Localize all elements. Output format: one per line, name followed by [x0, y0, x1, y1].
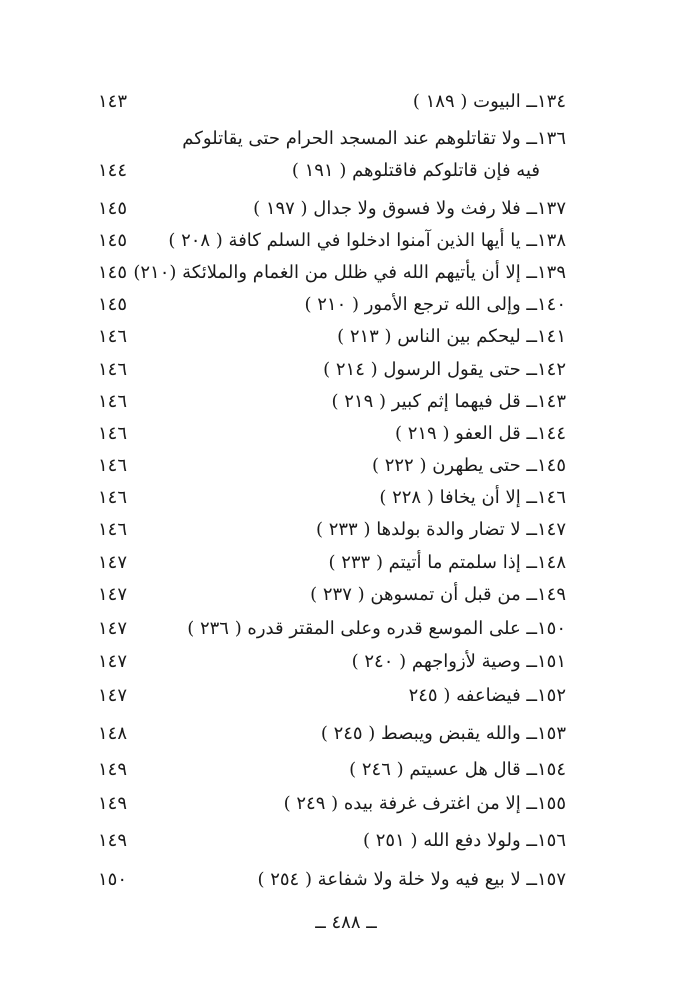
index-row [0, 548, 692, 578]
entry-page-number: ١٤٩ [98, 830, 128, 851]
entry-text: ١٣٨ــ يا أيها الذين آمنوا ادخلوا في السلم كافة ( ٢٠٨ ) [168, 230, 566, 251]
entry-text: ١٤٢ــ حتى يقول الرسول ( ٢١٤ ) [323, 359, 566, 380]
entry-text: ١٥٦ــ ولولا دفع الله ( ٢٥١ ) [363, 830, 566, 851]
index-row [0, 290, 692, 320]
entry-text: ١٤٧ــ لا تضار والدة بولدها ( ٢٣٣ ) [315, 519, 566, 540]
index-row [0, 226, 692, 256]
index-row [0, 515, 692, 545]
index-row [0, 451, 692, 481]
index-row [0, 124, 692, 154]
entry-text: ١٤٥ــ حتى يطهرن ( ٢٢٢ ) [371, 455, 566, 476]
entry-page-number: ١٤٥ [98, 198, 128, 219]
entry-text: ١٤٩ــ من قبل أن تمسوهن ( ٢٣٧ ) [310, 584, 566, 605]
entry-page-number: ١٥٠ [98, 869, 128, 890]
index-row [0, 258, 692, 288]
entry-page-number: ١٤٤ [98, 160, 128, 181]
entry-text: ١٣٩ــ إلا أن يأتيهم الله في ظلل من الغمام والملائكة (٢١٠) [133, 262, 566, 283]
index-row [0, 580, 692, 610]
index-row [0, 865, 692, 895]
entry-text: ١٣٤ــ البيوت ( ١٨٩ ) [412, 91, 566, 112]
entry-text: ١٤٠ــ وإلى الله ترجع الأمور ( ٢١٠ ) [304, 294, 566, 315]
entry-page-number: ١٤٦ [98, 391, 128, 412]
entry-page-number: ١٤٦ [98, 326, 128, 347]
entry-page-number: ١٤٦ [98, 519, 128, 540]
index-row [0, 387, 692, 417]
entry-text: ١٤٣ــ قل فيهما إثم كبير ( ٢١٩ ) [331, 391, 566, 412]
entry-page-number: ١٤٦ [98, 487, 128, 508]
entry-text: ١٥١ــ وصية لأزواجهم ( ٢٤٠ ) [351, 651, 566, 672]
entry-text: ١٥٢ــ فيضاعفه ( ٢٤٥ [408, 685, 566, 706]
index-row [0, 355, 692, 385]
index-row [0, 826, 692, 856]
entry-page-number: ١٤٧ [98, 651, 128, 672]
entry-page-number: ١٤٩ [98, 793, 128, 814]
entry-page-number: ١٤٩ [98, 759, 128, 780]
entry-page-number: ١٤٨ [98, 723, 128, 744]
entry-page-number: ١٤٧ [98, 584, 128, 605]
entry-text: ١٥٧ــ لا بيع فيه ولا خلة ولا شفاعة ( ٢٥٤ ) [257, 869, 566, 890]
index-row [0, 419, 692, 449]
page-number-footer: ــ ٤٨٨ ــ [315, 912, 377, 933]
index-row [0, 614, 692, 644]
entry-page-number: ١٤٧ [98, 618, 128, 639]
index-row [0, 681, 692, 711]
entry-text: ١٥٥ــ إلا من اغترف غرفة بيده ( ٢٤٩ ) [283, 793, 566, 814]
entry-text: ١٣٦ــ ولا تقاتلوهم عند المسجد الحرام حتى يقاتلوكم [182, 128, 566, 149]
entry-page-number: ١٤٧ [98, 685, 128, 706]
entry-page-number: ١٤٥ [98, 262, 128, 283]
entry-text-continuation: فيه فإن قاتلوكم فاقتلوهم ( ١٩١ ) [291, 160, 540, 181]
entry-text: ١٤٨ــ إذا سلمتم ما أتيتم ( ٢٣٣ ) [328, 552, 566, 573]
index-row [0, 755, 692, 785]
index-row [0, 647, 692, 677]
entry-page-number: ١٤٦ [98, 423, 128, 444]
entry-text: ١٤٦ــ إلا أن يخافا ( ٢٢٨ ) [379, 487, 566, 508]
entry-page-number: ١٤٧ [98, 552, 128, 573]
entry-page-number: ١٤٦ [98, 455, 128, 476]
entry-page-number: ١٤٦ [98, 359, 128, 380]
entry-text: ١٥٣ــ والله يقبض ويبصط ( ٢٤٥ ) [320, 723, 566, 744]
entry-page-number: ١٤٥ [98, 230, 128, 251]
index-row [0, 719, 692, 749]
index-row [0, 156, 692, 186]
entry-text: ١٥٤ــ قال هل عسيتم ( ٢٤٦ ) [349, 759, 566, 780]
index-row [0, 789, 692, 819]
entry-text: ١٣٧ــ فلا رفث ولا فسوق ولا جدال ( ١٩٧ ) [253, 198, 566, 219]
entry-page-number: ١٤٣ [98, 91, 128, 112]
index-row [0, 87, 692, 117]
index-row [0, 322, 692, 352]
entry-page-number: ١٤٥ [98, 294, 128, 315]
entry-text: ١٤٤ــ قل العفو ( ٢١٩ ) [394, 423, 566, 444]
entry-text: ١٥٠ــ على الموسع قدره وعلى المقتر قدره ( ٢٣٦ ) [187, 618, 566, 639]
entry-text: ١٤١ــ ليحكم بين الناس ( ٢١٣ ) [337, 326, 566, 347]
index-row [0, 483, 692, 513]
index-row [0, 194, 692, 224]
